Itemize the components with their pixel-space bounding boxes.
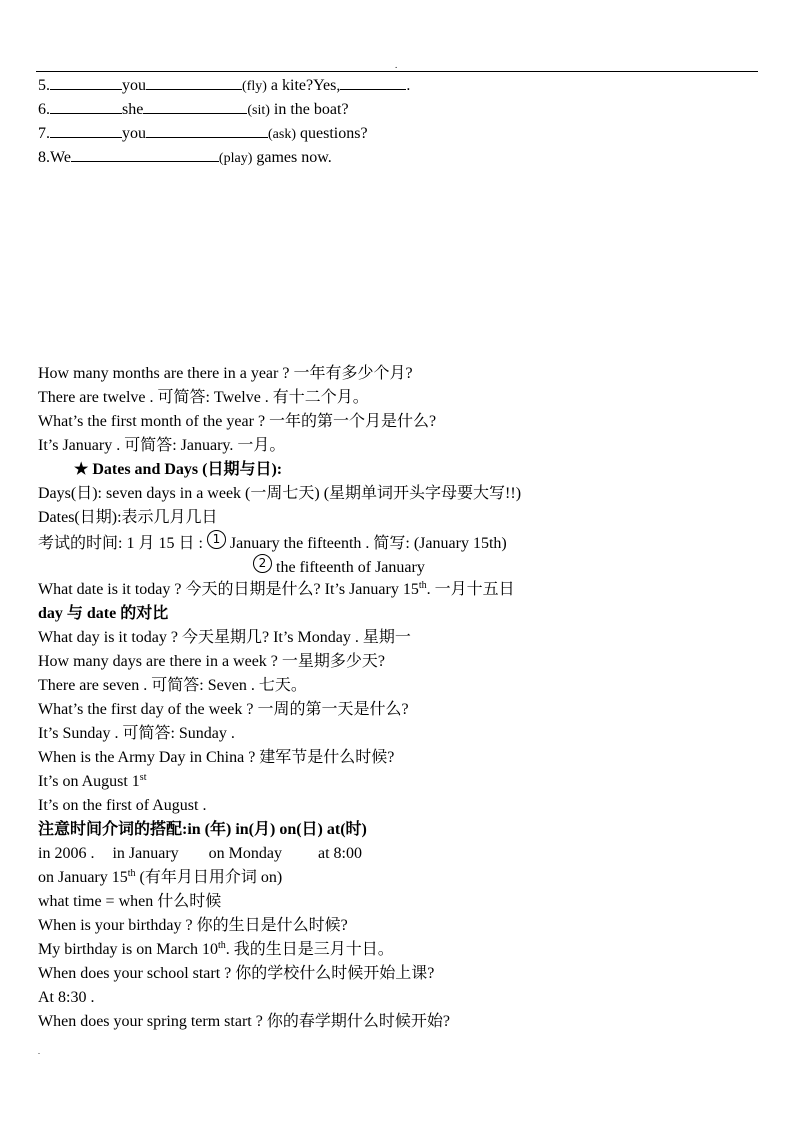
exercise-number: 8. (38, 149, 50, 166)
note-line: What’s the first month of the year ? 一年的第一个月是什么? (38, 413, 437, 430)
answer-blank[interactable] (340, 74, 406, 90)
on-january-line (38, 866, 778, 890)
exercise-rest: games now. (252, 149, 332, 166)
ordinal-suffix: st (139, 772, 147, 783)
exam-option-2: the fifteenth of January (276, 559, 425, 576)
exercise-end: . (406, 77, 411, 94)
note-line: How many days are there in a week ? 一星期多少天? (38, 653, 386, 670)
exam-date-line (38, 530, 778, 554)
exercise-verb: play (223, 151, 248, 166)
circled-number-2: 2 (253, 554, 272, 573)
note-line: Days(日): seven days in a week (一周七天) (星期单词开头字母要大写!!) (38, 485, 522, 502)
exercise-rest: questions? (296, 125, 368, 142)
prep-example: in January (112, 845, 179, 862)
exercise-8: 8.We (play) games now. (38, 146, 332, 171)
birthday-answer: My birthday is on March 10 (38, 941, 218, 958)
section-heading (38, 458, 778, 482)
exercise-5: 5. you (fly) a kite?Yes, . (38, 74, 410, 99)
note-line: What day is it today ? 今天星期几? It’s Monday . 星期一 (38, 629, 411, 646)
note-line: There are twelve . 可简答: Twelve . 有十二个月。 (38, 389, 369, 406)
note-line: How many months are there in a year ? 一年有多少个月? (38, 365, 413, 382)
header-dot: . (395, 60, 398, 70)
preposition-examples (38, 842, 778, 866)
answer-blank[interactable] (71, 146, 219, 162)
note-line: It’s Sunday . 可简答: Sunday . (38, 725, 235, 742)
prep-example: in 2006 . (38, 845, 95, 862)
note-line: Dates(日期):表示几月几日 (38, 509, 218, 526)
exercise-number: 6. (38, 101, 50, 118)
answer-blank[interactable] (50, 74, 122, 90)
section-title: Dates and Days (92, 461, 199, 478)
exercise-subject: We (50, 149, 71, 166)
note-line: At 8:30 . (38, 989, 95, 1006)
exercise-rest: in the boat? (269, 101, 349, 118)
answer-blank[interactable] (50, 98, 122, 114)
answer-blank[interactable] (50, 122, 122, 138)
note-line: It’s on the first of August . (38, 797, 207, 814)
answer-blank[interactable] (143, 98, 247, 114)
what-date-question: What date is it today ? 今天的日期是什么? (38, 581, 321, 598)
answer-blank[interactable] (146, 74, 242, 90)
note-line: It’s January . 可简答: January. 一月。 (38, 437, 286, 454)
note-line: There are seven . 可简答: Seven . 七天。 (38, 677, 307, 694)
ordinal-suffix: th (127, 868, 136, 879)
ordinal-suffix: th (418, 580, 427, 591)
header-rule (36, 71, 758, 72)
exercise-6: 6. she (sit) in the boat? (38, 98, 349, 123)
ordinal-suffix: th (217, 940, 226, 951)
exam-option-1: January the fifteenth . 简写: (January 15th) (229, 535, 507, 552)
preposition-title: 注意时间介词的搭配:in (年) in(月) on(日) at(时) (38, 821, 367, 838)
exam-option-2-line (38, 554, 778, 578)
exercise-verb: ask (272, 127, 292, 142)
exercise-rest: a kite?Yes, (266, 77, 341, 94)
exercise-verb: fly (246, 79, 263, 94)
what-date-answer: It’s January 15 (324, 581, 419, 598)
exam-label: 考试的时间: 1 月 15 日 : (38, 535, 203, 552)
birthday-answer-line (38, 938, 778, 962)
note-line: What’s the first day of the week ? 一周的第一天是什么? (38, 701, 409, 718)
exercise-subject: you (122, 125, 146, 142)
prep-example: on Monday (208, 845, 282, 862)
footer-dot: . (38, 1047, 40, 1056)
note-line: When is your birthday ? 你的生日是什么时候? (38, 917, 348, 934)
circled-number-1: 1 (207, 530, 226, 549)
note-line: When does your spring term start ? 你的春学期什么时候开始? (38, 1013, 450, 1030)
birthday-answer-end: . 我的生日是三月十日。 (225, 941, 394, 958)
exercise-subject: you (122, 77, 146, 94)
answer-blank[interactable] (146, 122, 268, 138)
what-date-answer-end: . 一月十五日 (426, 581, 515, 598)
notes-section (38, 362, 778, 1034)
prep-example: at 8:00 (317, 845, 362, 862)
exercise-subject: she (122, 101, 144, 118)
exercise-number: 7. (38, 125, 50, 142)
compare-title: day 与 date 的对比 (38, 605, 169, 622)
exercise-7: 7. you (ask) questions? (38, 122, 368, 147)
star-icon: ★ (74, 461, 89, 478)
note-line: what time = when 什么时候 (38, 893, 222, 910)
note-line: When does your school start ? 你的学校什么时候开始上课? (38, 965, 435, 982)
what-date-line (38, 578, 778, 602)
exercise-number: 5. (38, 77, 50, 94)
august-text: It’s on August 1 (38, 773, 140, 790)
section-title-cn: (日期与日): (202, 461, 283, 478)
august-line (38, 770, 778, 794)
on-january-text: on January 15 (38, 869, 128, 886)
on-january-note: (有年月日用介词 on) (139, 869, 283, 886)
note-line: When is the Army Day in China ? 建军节是什么时候? (38, 749, 395, 766)
exercise-verb: sit (252, 103, 266, 118)
